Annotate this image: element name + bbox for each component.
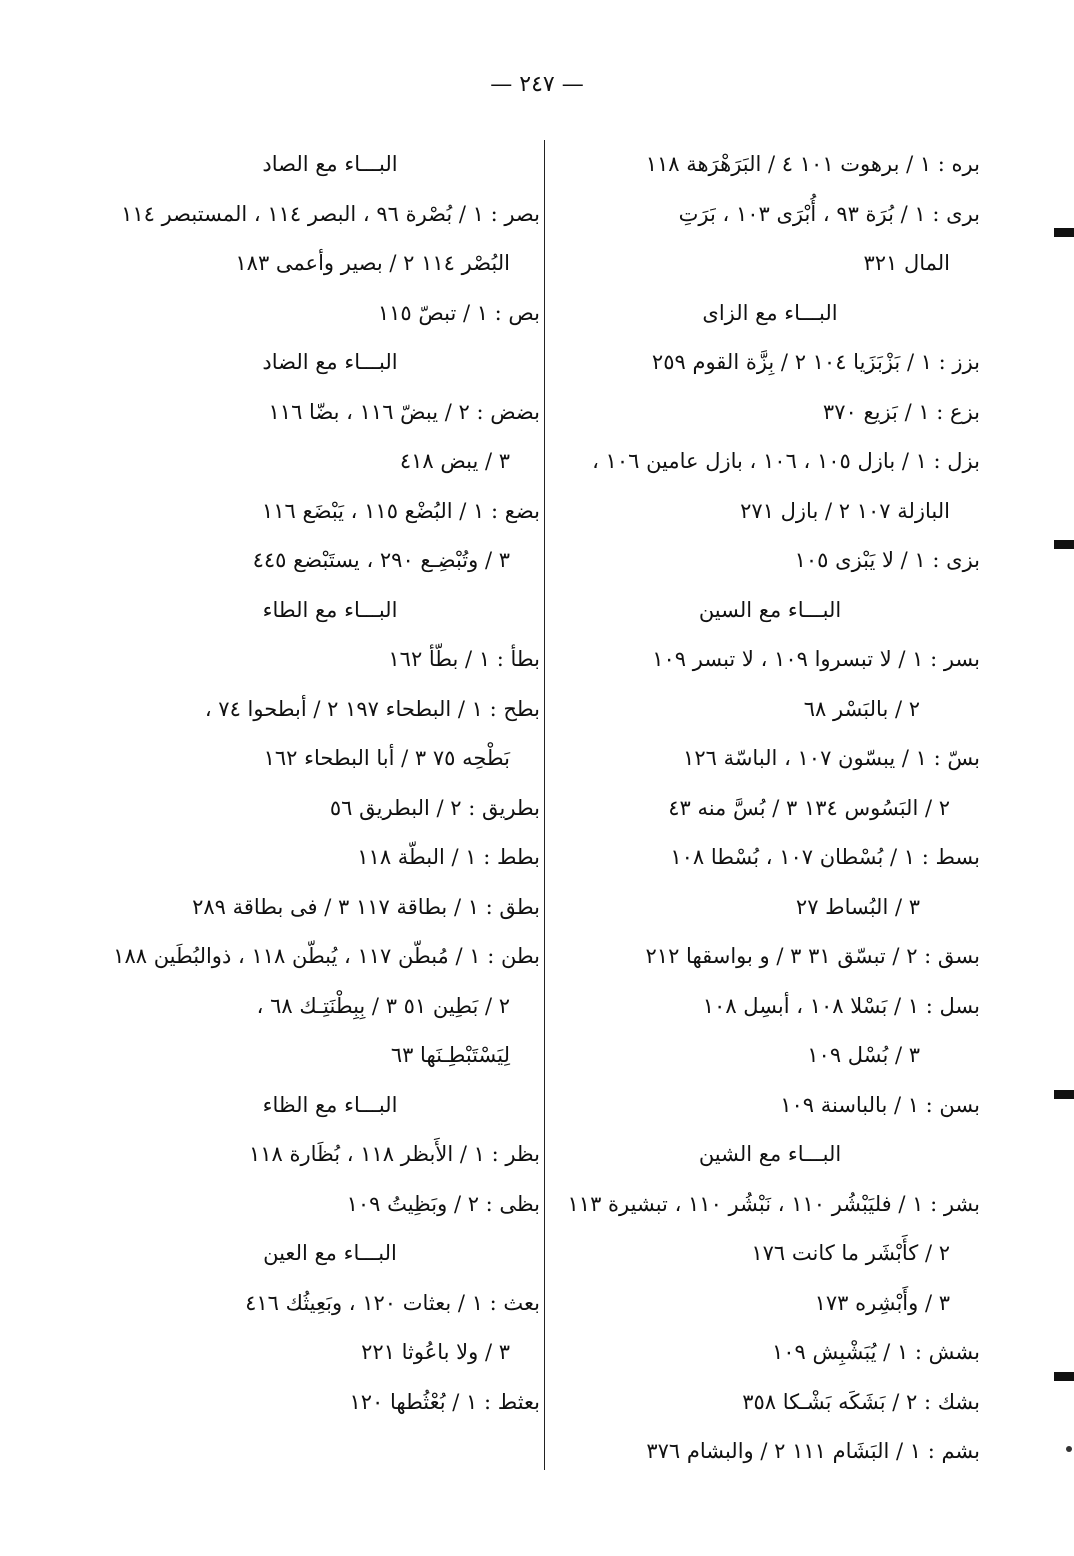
entry-line: بضع : ١ / البُضْع ١١٥ ، يَبْضَع ١١٦ [261, 498, 540, 523]
section-heading: البـــاء مع الصاد [262, 152, 398, 176]
entry-line: بسق : ٢ / تبسّق ٣١ ٣ / و بواسقها ٢١٢ [645, 944, 980, 968]
entry-continuation: ٣ / يبض ٤١٨ [399, 449, 510, 473]
entry-line: بسط : ١ / بُسْطان ١٠٧ ، بُسْطا ١٠٨ [670, 845, 980, 869]
entry-line: بشك : ٢ / بَشَكَه بَشْـكا ٣٥٨ [742, 1389, 980, 1414]
entry-line: بزز : ١ / بَزْبَزَيا ١٠٤ ٢ / بِزَّة القوم ٢٥٩ [651, 350, 980, 374]
entry-line: بزى : ١ / لا يَبْزى ١٠٥ [794, 548, 980, 572]
entry-continuation: ٢ / البَسُوس ١٣٤ ٣ / بُسَّ منه ٤٣ [668, 795, 950, 820]
entry-continuation: ٣ / ولا باعُوثا ٢٢١ [361, 1340, 510, 1364]
page-number: — ٢٤٧ — [490, 72, 584, 97]
entry-line: بعث : ١ / بعثات ١٢٠ ، وبَعِيثُك ٤١٦ [245, 1290, 540, 1315]
entry-line: بشم : ١ / البَشَام ١١١ ٢ / والبشام ٣٧٦ [646, 1439, 980, 1463]
entry-continuation: ٢ / بَطِين ٥١ ٣ / بِبِطْنَتِـك ٦٨ ، [256, 993, 510, 1018]
section-heading: البـــاء مع الظاء [262, 1092, 398, 1117]
entry-continuation: البازلة ١٠٧ ٢ / بازل ٢٧١ [740, 498, 950, 523]
section-heading: البـــاء مع الضاد [262, 350, 398, 374]
entry-line: بسل : ١ / بَسْلا ١٠٨ ، أبسِل ١٠٨ [702, 993, 980, 1018]
entry-continuation: ٣ / وتُبْضِـع ٢٩٠ ، يستَبْضع ٤٤٥ [252, 548, 510, 572]
entry-line: بطط : ١ / البطّة ١١٨ [357, 845, 540, 869]
entry-line: بسّ : ١ / يبسّون ١٠٧ ، الباسّة ١٢٦ [683, 746, 980, 770]
entry-line: بره : ١ / برهوت ١٠١ ٤ / البَرَهْرَهة ١١٨ [645, 152, 980, 176]
section-heading: البـــاء مع العين [263, 1241, 397, 1265]
entry-line: بظى : ٢ / وبَظِيتُ ١٠٩ [346, 1191, 540, 1216]
entry-line: بص : ١ / تبصّ ١١٥ [377, 300, 540, 325]
left-column [113, 140, 540, 1427]
entry-continuation: بَطْحِه ٧٥ ٣ / أبا البطحاء ١٦٢ [263, 746, 510, 770]
entry-continuation: المال ٣٢١ [863, 251, 950, 275]
entry-continuation: ٣ / البُساط ٢٧ [795, 894, 920, 919]
entry-line: بطريق : ٢ / البطريق ٥٦ [329, 795, 540, 820]
margin-tab-mark [1054, 1372, 1074, 1381]
entry-line: بزل : ١ / بازل ١٠٥ ، ١٠٦ ، بازل عامين ١٠٦ ، [592, 449, 980, 473]
entry-continuation: ٣ / بُسْل ١٠٩ [807, 1043, 920, 1067]
entry-line: بضض : ٢ / يبضّ ١١٦ ، بضّا ١١٦ [268, 399, 540, 424]
section-heading: البـــاء مع الزاى [702, 300, 838, 325]
section-heading: البـــاء مع الطاء [262, 597, 398, 622]
entry-continuation: ٢ / بالبَسْر ٦٨ [803, 696, 920, 721]
margin-dot [1066, 1446, 1072, 1452]
entry-line: بصر : ١ / بُصْرة ٩٦ ، البصر ١١٤ ، المستبصر ١١٤ [121, 201, 540, 226]
entry-line: بعثط : ١ / بُعْثُطها ١٢٠ [349, 1389, 540, 1414]
entry-continuation: لِيَسْتَبْطِـنَها ٦٣ [390, 1043, 510, 1067]
entry-line: بزع : ١ / بَزيع ٣٧٠ [822, 399, 980, 424]
entry-line: بسر : ١ / لا تبسروا ١٠٩ ، لا تبسر ١٠٩ [652, 647, 980, 671]
entry-line: بطن : ١ / مُبطّن ١١٧ ، يُبطّن ١١٨ ، ذوالبُطَين ١٨٨ [113, 944, 540, 968]
entry-line: بطح : ١ / البطحاء ١٩٧ ٢ / أبطحوا ٧٤ ، [204, 696, 540, 721]
margin-tab-mark [1054, 1090, 1074, 1099]
right-column [560, 140, 980, 1477]
entry-continuation: البُصْر ١١٤ ٢ / بصير وأعمى ١٨٣ [235, 251, 510, 275]
section-heading: البـــاء مع السين [698, 597, 842, 622]
entry-line: بشش : ١ / يُبَشْبِش ١٠٩ [771, 1340, 980, 1364]
entry-continuation: ٢ / كأَبْشَر ما كانت ١٧٦ [751, 1241, 950, 1265]
entry-continuation: ٣ / وأَبْشِره ١٧٣ [814, 1290, 950, 1315]
entry-line: بشر : ١ / فليَبْشُر ١١٠ ، نَبْشُر ١١٠ ، تبشيرة ١١٣ [567, 1191, 980, 1216]
entry-line: بظر : ١ / الأَبظر ١١٨ ، بُظَارة ١١٨ [248, 1142, 540, 1166]
entry-line: بطق : ١ / بطاقة ١١٧ ٣ / فى بطاقة ٢٨٩ [192, 894, 540, 919]
entry-line: بطأ : ١ / بطّأ ١٦٢ [388, 647, 540, 671]
section-heading: البـــاء مع الشين [698, 1142, 842, 1166]
margin-tab-mark [1054, 540, 1074, 549]
margin-tab-mark [1054, 228, 1074, 237]
column-divider [544, 140, 545, 1470]
entry-line: برى : ١ / بُرَة ٩٣ ، أُبْرَى ١٠٣ ، بَرَتِ [678, 201, 980, 226]
entry-line: بسن : ١ / بالباسنة ١٠٩ [780, 1092, 980, 1117]
